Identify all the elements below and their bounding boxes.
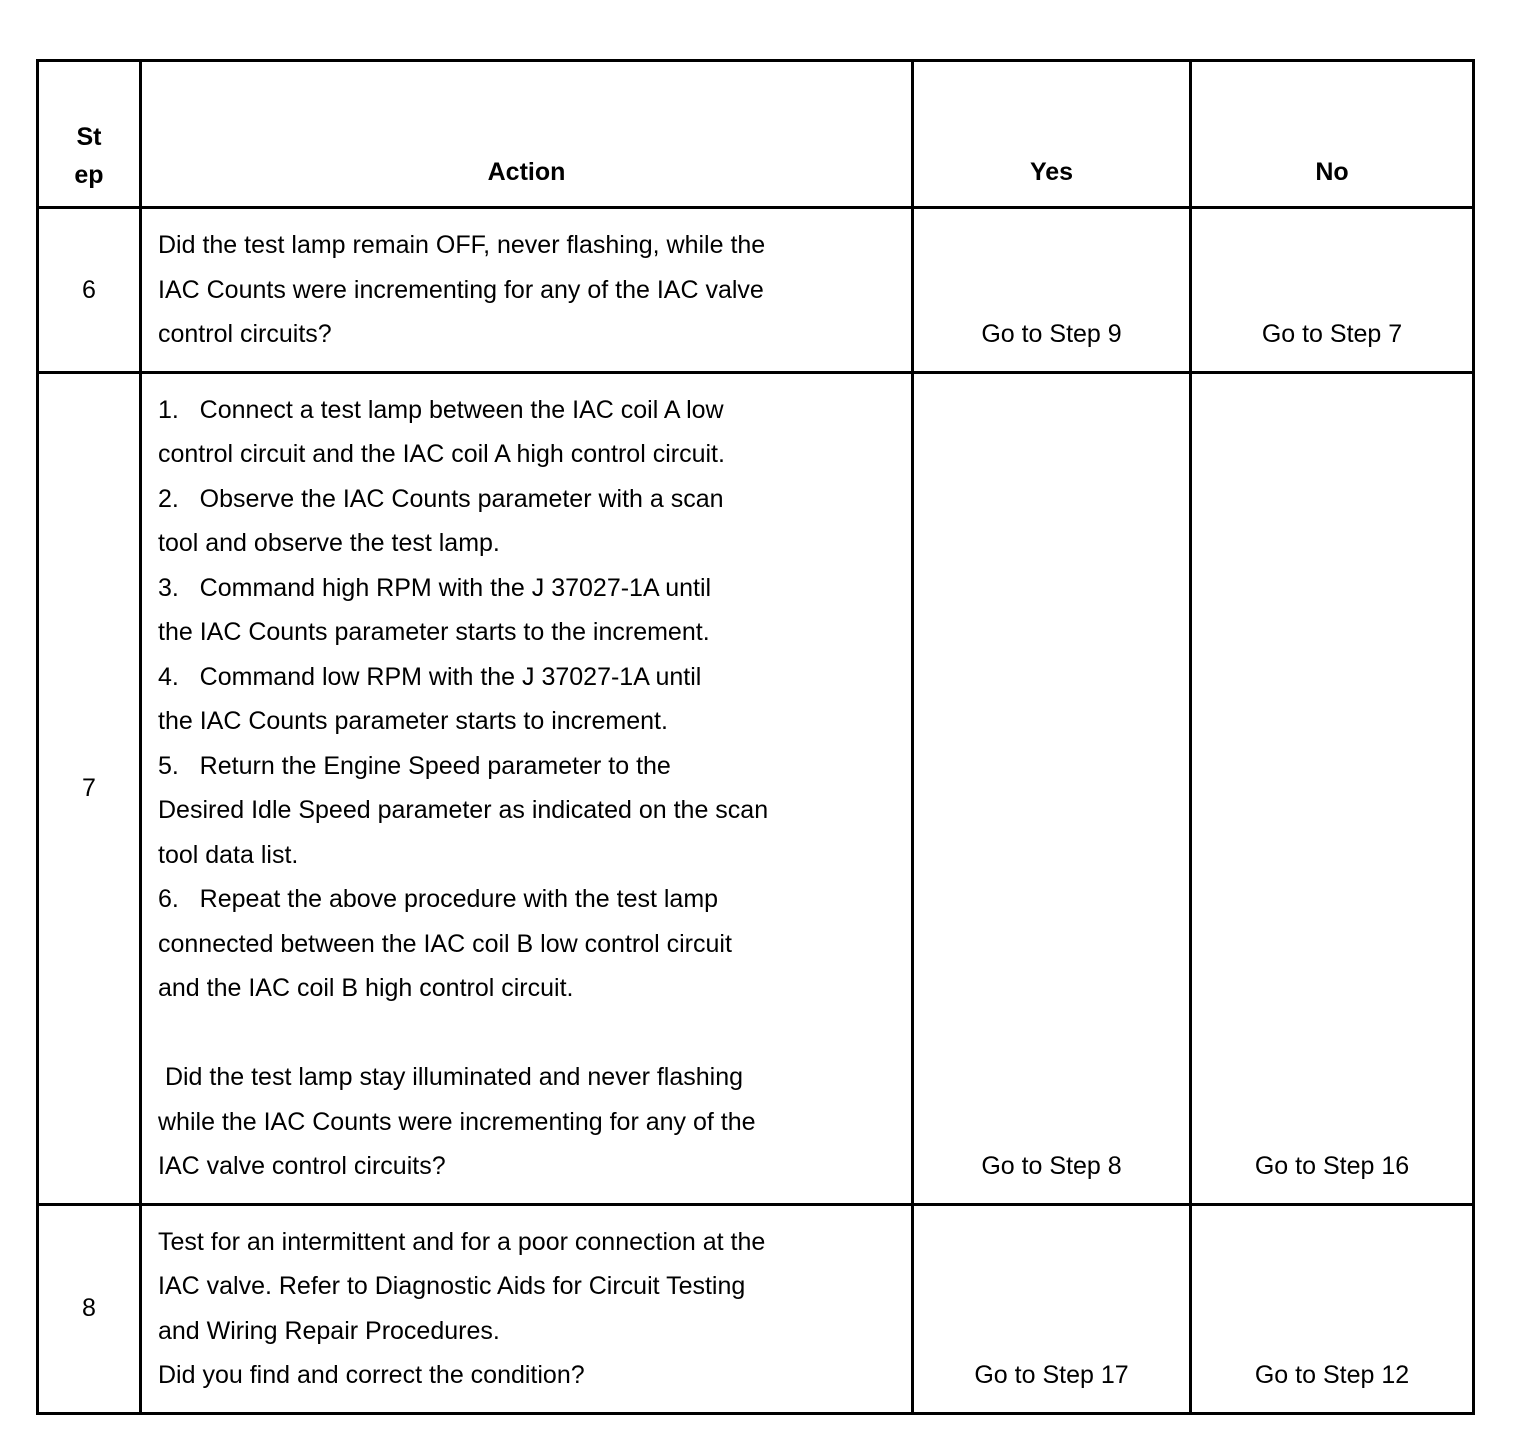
action-line: IAC valve. Refer to Diagnostic Aids for Circuit Testing [158, 1272, 746, 1300]
action-line: Desired Idle Speed parameter as indicated on the scan [158, 796, 769, 824]
action-line: Did the test lamp remain OFF, never flashing, while the [158, 231, 766, 259]
action-line: 1. Connect a test lamp between the IAC coil A low [158, 395, 724, 424]
action-line: 3. Command high RPM with the J 37027-1A until [158, 573, 712, 602]
action-line: connected between the IAC coil B low control circuit [158, 929, 732, 958]
step-number: 7 [38, 372, 141, 1204]
header-step-line1: St [76, 123, 102, 151]
action-line: IAC Counts were incrementing for any of the IAC valve [158, 275, 764, 304]
no-result: Go to Step 16 [1191, 372, 1474, 1204]
action-line: Test for an intermittent and for a poor connection at the [158, 1227, 766, 1256]
header-row [38, 61, 1474, 208]
action-line: 2. Observe the IAC Counts parameter with a scan [158, 484, 724, 513]
no-result: Go to Step 12 [1191, 1204, 1474, 1413]
no-result: Go to Step 7 [1191, 208, 1474, 373]
action-line: tool and observe the test lamp. [158, 529, 500, 557]
action-text [141, 1204, 913, 1413]
action-line: Did you find and correct the condition? [158, 1361, 585, 1389]
yes-result: Go to Step 9 [913, 208, 1191, 373]
yes-result: Go to Step 17 [913, 1204, 1191, 1413]
step-number: 8 [38, 1204, 141, 1413]
action-line: 4. Command low RPM with the J 37027-1A until [158, 662, 702, 691]
action-line: and the IAC coil B high control circuit. [158, 974, 574, 1002]
yes-result: Go to Step 8 [913, 372, 1191, 1204]
header-action: Action [141, 61, 913, 208]
question-line: IAC valve control circuits? [158, 1152, 446, 1180]
action-text [141, 372, 913, 1204]
action-line: 6. Repeat the above procedure with the test lamp [158, 885, 719, 913]
header-yes: Yes [913, 61, 1191, 208]
table-row [38, 372, 1474, 1204]
header-step-line2: ep [74, 161, 104, 189]
action-text [141, 208, 913, 373]
action-line: control circuit and the IAC coil A high control circuit. [158, 440, 725, 468]
action-line: tool data list. [158, 840, 299, 869]
action-line: control circuits? [158, 320, 332, 348]
step-number: 6 [38, 208, 141, 373]
header-no: No [1191, 61, 1474, 208]
action-line: 5. Return the Engine Speed parameter to the [158, 751, 671, 780]
action-line: and Wiring Repair Procedures. [158, 1316, 500, 1345]
table-row [38, 208, 1474, 373]
action-line: the IAC Counts parameter starts to increment. [158, 707, 668, 735]
table-row [38, 1204, 1474, 1413]
question-line: Did the test lamp stay illuminated and never flashing [158, 1063, 744, 1091]
header-step [38, 61, 141, 208]
question-line: while the IAC Counts were incrementing for any of the [158, 1107, 756, 1136]
spacer [158, 1011, 899, 1056]
action-line: the IAC Counts parameter starts to the increment. [158, 618, 710, 646]
diagnostic-table [36, 59, 1475, 1415]
